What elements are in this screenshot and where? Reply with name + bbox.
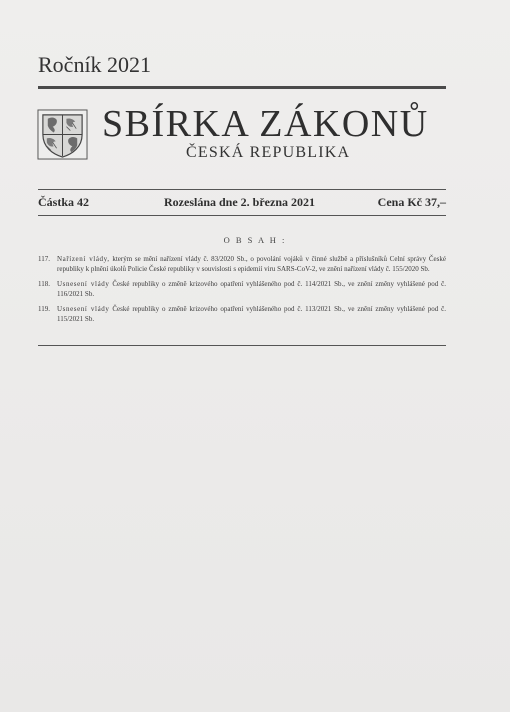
item-text (57, 304, 446, 324)
item-number: 117. (38, 255, 50, 263)
state-emblem-icon (37, 109, 88, 160)
item-body: kterým se mění nařízení vlády č. 83/2020 Sb., o povolání vojáků v činné službě a příslušníků Celní správy České republiky k plnění úkolů Policie České republiky v souvislosti s epidemií viru SARS-CoV-2, ve znění nařízení vlády č. 155/2020 Sb. (57, 255, 446, 273)
publication-subtitle: ČESKÁ REPUBLIKA (186, 144, 351, 161)
distribution-date: Rozeslána dne 2. března 2021 (164, 195, 315, 209)
item-text (57, 279, 446, 299)
item-text (57, 254, 446, 274)
meta-rule-top (38, 189, 446, 190)
publication-title: SBÍRKA ZÁKONŮ (102, 103, 429, 145)
list-item (38, 279, 446, 299)
contents-list (38, 254, 446, 329)
issue-number: Částka 42 (38, 195, 90, 209)
item-number: 119. (38, 305, 50, 313)
volume-label: Ročník 2021 (38, 52, 152, 77)
item-number: 118. (38, 280, 50, 288)
issue-price: Cena Kč 37,– (377, 195, 446, 209)
meta-rule-bottom (38, 215, 446, 216)
item-lead: Usnesení vlády (57, 305, 110, 313)
list-item (38, 304, 446, 324)
header-rule (38, 86, 446, 89)
list-item (38, 254, 446, 274)
item-lead: Nařízení vlády, (57, 255, 110, 263)
item-body: České republiky o změně krizového opatření vyhlášeného pod č. 114/2021 Sb., ve znění změny vyhlášené pod č. 116/2021 Sb. (57, 280, 446, 298)
item-lead: Usnesení vlády (57, 280, 110, 288)
contents-rule-bottom (38, 345, 446, 346)
contents-heading: O B S A H : (223, 235, 287, 245)
item-body: České republiky o změně krizového opatření vyhlášeného pod č. 113/2021 Sb., ve znění změny vyhlášené pod č. 115/2021 Sb. (57, 305, 446, 323)
